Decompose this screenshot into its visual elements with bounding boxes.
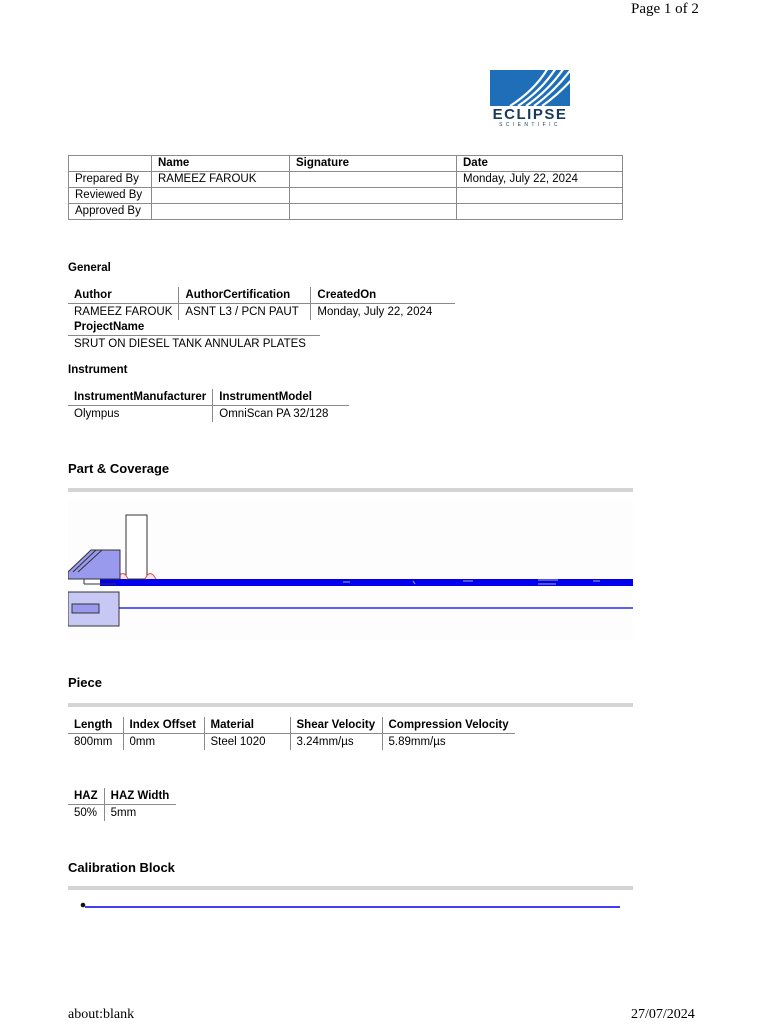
header-cell: Name: [152, 156, 290, 172]
section-divider: [68, 886, 633, 890]
footer-date: 27/07/2024: [631, 1007, 695, 1022]
section-divider: [68, 703, 633, 707]
header-cell: Index Offset: [123, 717, 204, 734]
calibration-probe-icon: [81, 903, 86, 908]
role-cell: Approved By: [69, 204, 152, 220]
role-cell: Prepared By: [69, 172, 152, 188]
author-value: RAMEEZ FAROUK: [68, 304, 179, 321]
certification-value: ASNT L3 / PCN PAUT: [179, 304, 311, 321]
table-row: [68, 336, 320, 353]
calibration-block-diagram: [76, 898, 624, 914]
manufacturer-value: Olympus: [68, 406, 213, 423]
table-row: [69, 172, 623, 188]
general-heading: General: [68, 262, 111, 274]
haz-value: 50%: [68, 805, 104, 822]
header-cell: Shear Velocity: [290, 717, 382, 734]
header-cell: InstrumentManufacturer: [68, 389, 213, 406]
signature-cell: [290, 204, 457, 220]
project-header-row: [68, 319, 320, 336]
piece-heading: Piece: [68, 675, 102, 690]
header-cell: HAZ Width: [104, 788, 176, 805]
header-cell: Compression Velocity: [382, 717, 515, 734]
table-row: [68, 805, 176, 822]
table-row: [69, 188, 623, 204]
instrument-heading: Instrument: [68, 364, 128, 376]
name-cell: RAMEEZ FAROUK: [152, 172, 290, 188]
signature-header-row: [69, 156, 623, 172]
project-name-value: SRUT ON DIESEL TANK ANNULAR PLATES: [74, 338, 306, 350]
signature-table: [68, 155, 623, 220]
footer-url: about:blank: [68, 1007, 135, 1022]
page-number: Page 1 of 2: [631, 1, 699, 17]
header-cell: CreatedOn: [311, 287, 455, 304]
piece-header-row: [68, 717, 515, 734]
index-offset-value: 0mm: [123, 734, 204, 751]
date-cell: Monday, July 22, 2024: [457, 172, 623, 188]
instrument-header-row: [68, 389, 349, 406]
table-row: [68, 734, 515, 751]
model-value: OmniScan PA 32/128: [219, 408, 329, 420]
header-cell: ProjectName: [68, 319, 320, 336]
role-cell: Reviewed By: [69, 188, 152, 204]
haz-table: [68, 788, 176, 821]
header-cell: Signature: [290, 156, 457, 172]
length-value: 800mm: [68, 734, 123, 751]
general-header-row: [68, 287, 455, 304]
logo-mark-icon: [490, 70, 570, 106]
name-cell: [152, 204, 290, 220]
header-cell: [69, 156, 152, 172]
logo-subtitle: SCIENTIFIC: [499, 122, 561, 128]
header-cell: AuthorCertification: [179, 287, 311, 304]
signature-cell: [290, 188, 457, 204]
calibration-heading: Calibration Block: [68, 860, 175, 875]
haz-header-row: [68, 788, 176, 805]
logo-wordmark: ECLIPSE: [492, 106, 568, 123]
instrument-table: [68, 389, 349, 422]
date-cell: [457, 204, 623, 220]
table-row: [69, 204, 623, 220]
general-table: [68, 287, 455, 320]
project-table: [68, 319, 320, 352]
part-coverage-heading: Part & Coverage: [68, 461, 170, 476]
part-coverage-diagram: [68, 500, 633, 640]
header-cell: Date: [457, 156, 623, 172]
header-cell: Length: [68, 717, 123, 734]
header-cell: Author: [68, 287, 179, 304]
material-value: Steel 1020: [204, 734, 290, 751]
compression-velocity-value: 5.89mm/µs: [388, 736, 446, 748]
section-divider: [68, 488, 633, 492]
header-cell: InstrumentModel: [213, 389, 349, 406]
signature-cell: [290, 172, 457, 188]
header-cell: HAZ: [68, 788, 104, 805]
created-on-value: Monday, July 22, 2024: [317, 306, 433, 318]
eclipse-logo: [490, 70, 572, 128]
haz-width-value: 5mm: [110, 807, 137, 819]
header-cell: Material: [204, 717, 290, 734]
piece-table: [68, 717, 515, 750]
shear-velocity-value: 3.24mm/µs: [290, 734, 382, 751]
table-row: [68, 406, 349, 423]
tank-wall: [126, 515, 147, 579]
name-cell: [152, 188, 290, 204]
table-row: [68, 304, 455, 321]
date-cell: [457, 188, 623, 204]
